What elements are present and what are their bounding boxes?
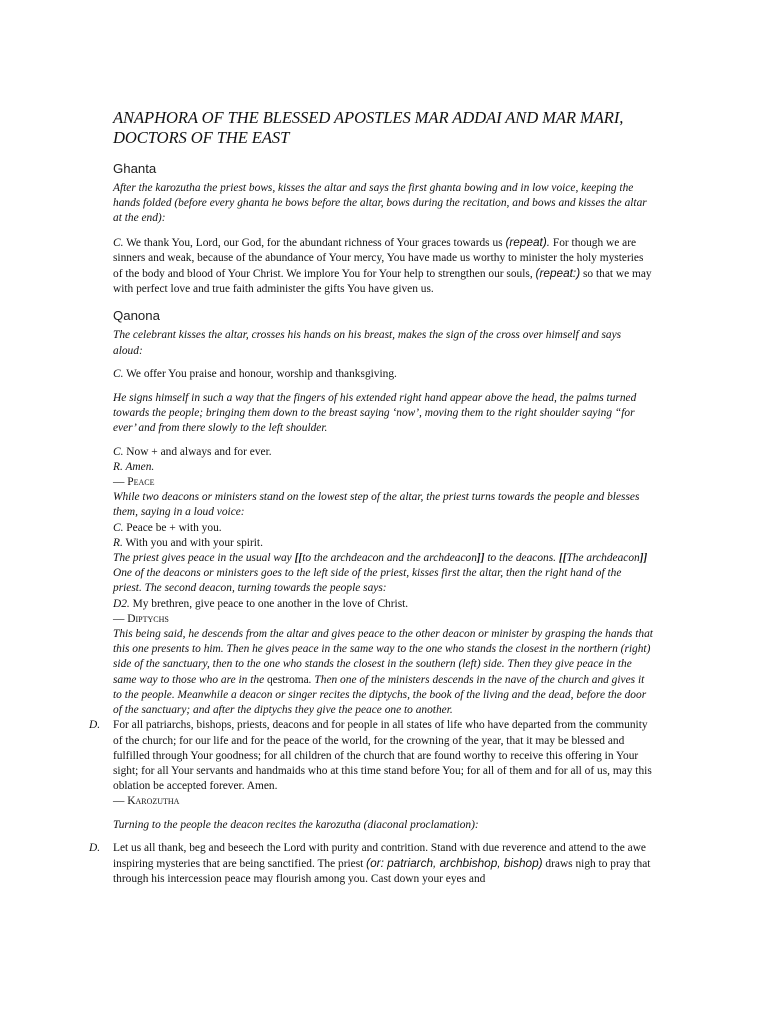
speaker-label: C. — [113, 445, 124, 458]
prayer-text — [113, 841, 653, 888]
speaker-label: R. — [113, 460, 123, 473]
rubric-give-peace — [113, 551, 653, 597]
rubric-karozutha: Turning to the people the deacon recites the karozutha (diaconal proclamation): — [113, 818, 479, 831]
rubric-diptychs — [113, 627, 653, 718]
speaker-label: D. — [89, 841, 101, 854]
prayer-text-part: draws nigh to pray that through his intercession peace may flourish among you. Cast down your eyes and — [113, 857, 651, 886]
rubric-ghanta: After the karozutha the priest bows, kisses the altar and says the first ghanta bowing and in low voice, keeping the hands folded (before every ghanta he bows before the altar, bows during the recitation, and bows and kisses the altar at the end): — [113, 182, 647, 225]
diptych-prayer — [89, 718, 653, 809]
rubric-text: The archdeacon — [566, 552, 640, 565]
verse-text: Peace be + with you. — [123, 521, 222, 534]
prayer-text: We thank You, Lord, our God, for the abundant richness of Your graces towards us — [123, 236, 506, 249]
bracket: ]] — [476, 552, 485, 565]
verse-text: My brethren, give peace to one another in the love of Christ. — [129, 597, 409, 610]
bracket: [[ — [294, 552, 303, 565]
speaker-label: C. — [113, 236, 124, 249]
section-heading-ghanta: Ghanta — [113, 161, 157, 176]
karozutha-prayer — [89, 841, 653, 888]
speaker-label: D. — [89, 719, 101, 732]
rubric-peace: While two deacons or ministers stand on the lowest step of the altar, the priest turns towards the people and blesses them, saying in a loud voice: — [113, 491, 640, 519]
verse-text: Amen. — [122, 460, 155, 473]
prayer-text-part: Let us all thank, beg and beseech the Lord with purity and contrition. Stand with due reverence and attend to the awe inspiring mysteries that are being sanctified. The priest — [113, 841, 646, 870]
subheading-peace: — Peace — [113, 476, 155, 489]
rubric-text: to the deacons. — [484, 552, 559, 565]
verse-line — [113, 460, 653, 475]
verse-text: We offer You praise and honour, worship and thanksgiving. — [123, 367, 397, 380]
verse-line — [113, 536, 653, 551]
page-title: ANAPHORA OF THE BLESSED APOSTLES MAR ADDAI AND MAR MARI, DOCTORS OF THE EAST — [113, 108, 624, 147]
subheading-diptychs: — Diptychs — [113, 612, 169, 625]
section-heading-qanona: Qanona — [113, 308, 160, 324]
speaker-label: C. — [113, 521, 124, 534]
rubric-sign: He signs himself in such a way that the fingers of his extended right hand appear above the head, the palms turned towards the people; bringing them down to the breast saying ‘now’, moving them to the right shoulder saying “for ever’ and from there slowly to the left shoulder. — [113, 392, 637, 435]
rubric-text: to the archdeacon and the archdeacon — [302, 552, 477, 565]
repeat-note: (repeat). — [505, 234, 551, 249]
bracket: [[ — [558, 552, 567, 565]
prayer-text: so that we may with perfect love and true faith administer the gifts You have given us. — [113, 268, 652, 296]
speaker-label: C. — [113, 367, 124, 380]
speaker-label: R. — [113, 536, 123, 549]
rubric-qanona: The celebrant kisses the altar, crosses his hands on his breast, makes the sign of the cross over himself and says aloud: — [113, 329, 622, 357]
prayer-ghanta — [113, 235, 653, 298]
rubric-text: This being said, he descends from the altar and gives peace to the other deacon or minister by grasping the hands that this one presents to him. Then he gives peace in the same way to the one who stands the closest in the northern (right) side of the sanctuary, then to the one who stands the closest in the southern (left) side. Then they give peace in the same way to those who are in the — [113, 628, 653, 686]
repeat-note: (repeat:) — [535, 266, 581, 281]
speaker-label: D2. — [113, 597, 130, 610]
rubric-text: The priest gives peace in the usual way — [113, 552, 295, 565]
rubric-term: qestroma — [266, 673, 309, 686]
verse-text: With you and with your spirit. — [122, 536, 263, 549]
verse-line — [113, 597, 653, 612]
document-page — [89, 108, 653, 887]
prayer-text: For though we are sinners and weak, because of the abundance of Your mercy, You have made us worthy to minister the holy mysteries of the body and blood of Your Christ. We implore You for Your help to strengthen our souls, — [113, 236, 644, 281]
rubric-text: . Then one of the ministers descends in the nave of the church and gives it to the people. Meanwhile a deacon or singer recites the diptychs, the book of the living and the dead, before the door of the sanctuary; and after the diptychs they give the peace one to another. — [113, 673, 647, 717]
prayer-text: For all patriarchs, bishops, priests, deacons and for people in all states of life who have departed from the community of the church; for our life and for the peace of the world, for the crowning of the year, that it may be blessed and fulfilled through Your goodness; for all children of the church that are found worthy to receive this offering in Your sight; for all Your servants and handmaids who at this time stand before You; for all of them and for all of us, may this oblation be accepted forever. Amen. — [113, 719, 652, 793]
verse-text: Now + and always and for ever. — [123, 445, 272, 458]
verse-line — [113, 521, 653, 536]
bracket: ]] — [639, 552, 648, 565]
verse-line — [113, 367, 653, 382]
subheading-karozutha: — Karozutha — [113, 795, 180, 808]
verse-line — [113, 445, 653, 460]
rubric-text: One of the deacons or ministers goes to the left side of the priest, kisses first the altar, then the right hand of the priest. The second deacon, turning towards the people says: — [113, 567, 622, 595]
alternate-note: (or: patriarch, archbishop, bishop) — [366, 855, 543, 870]
